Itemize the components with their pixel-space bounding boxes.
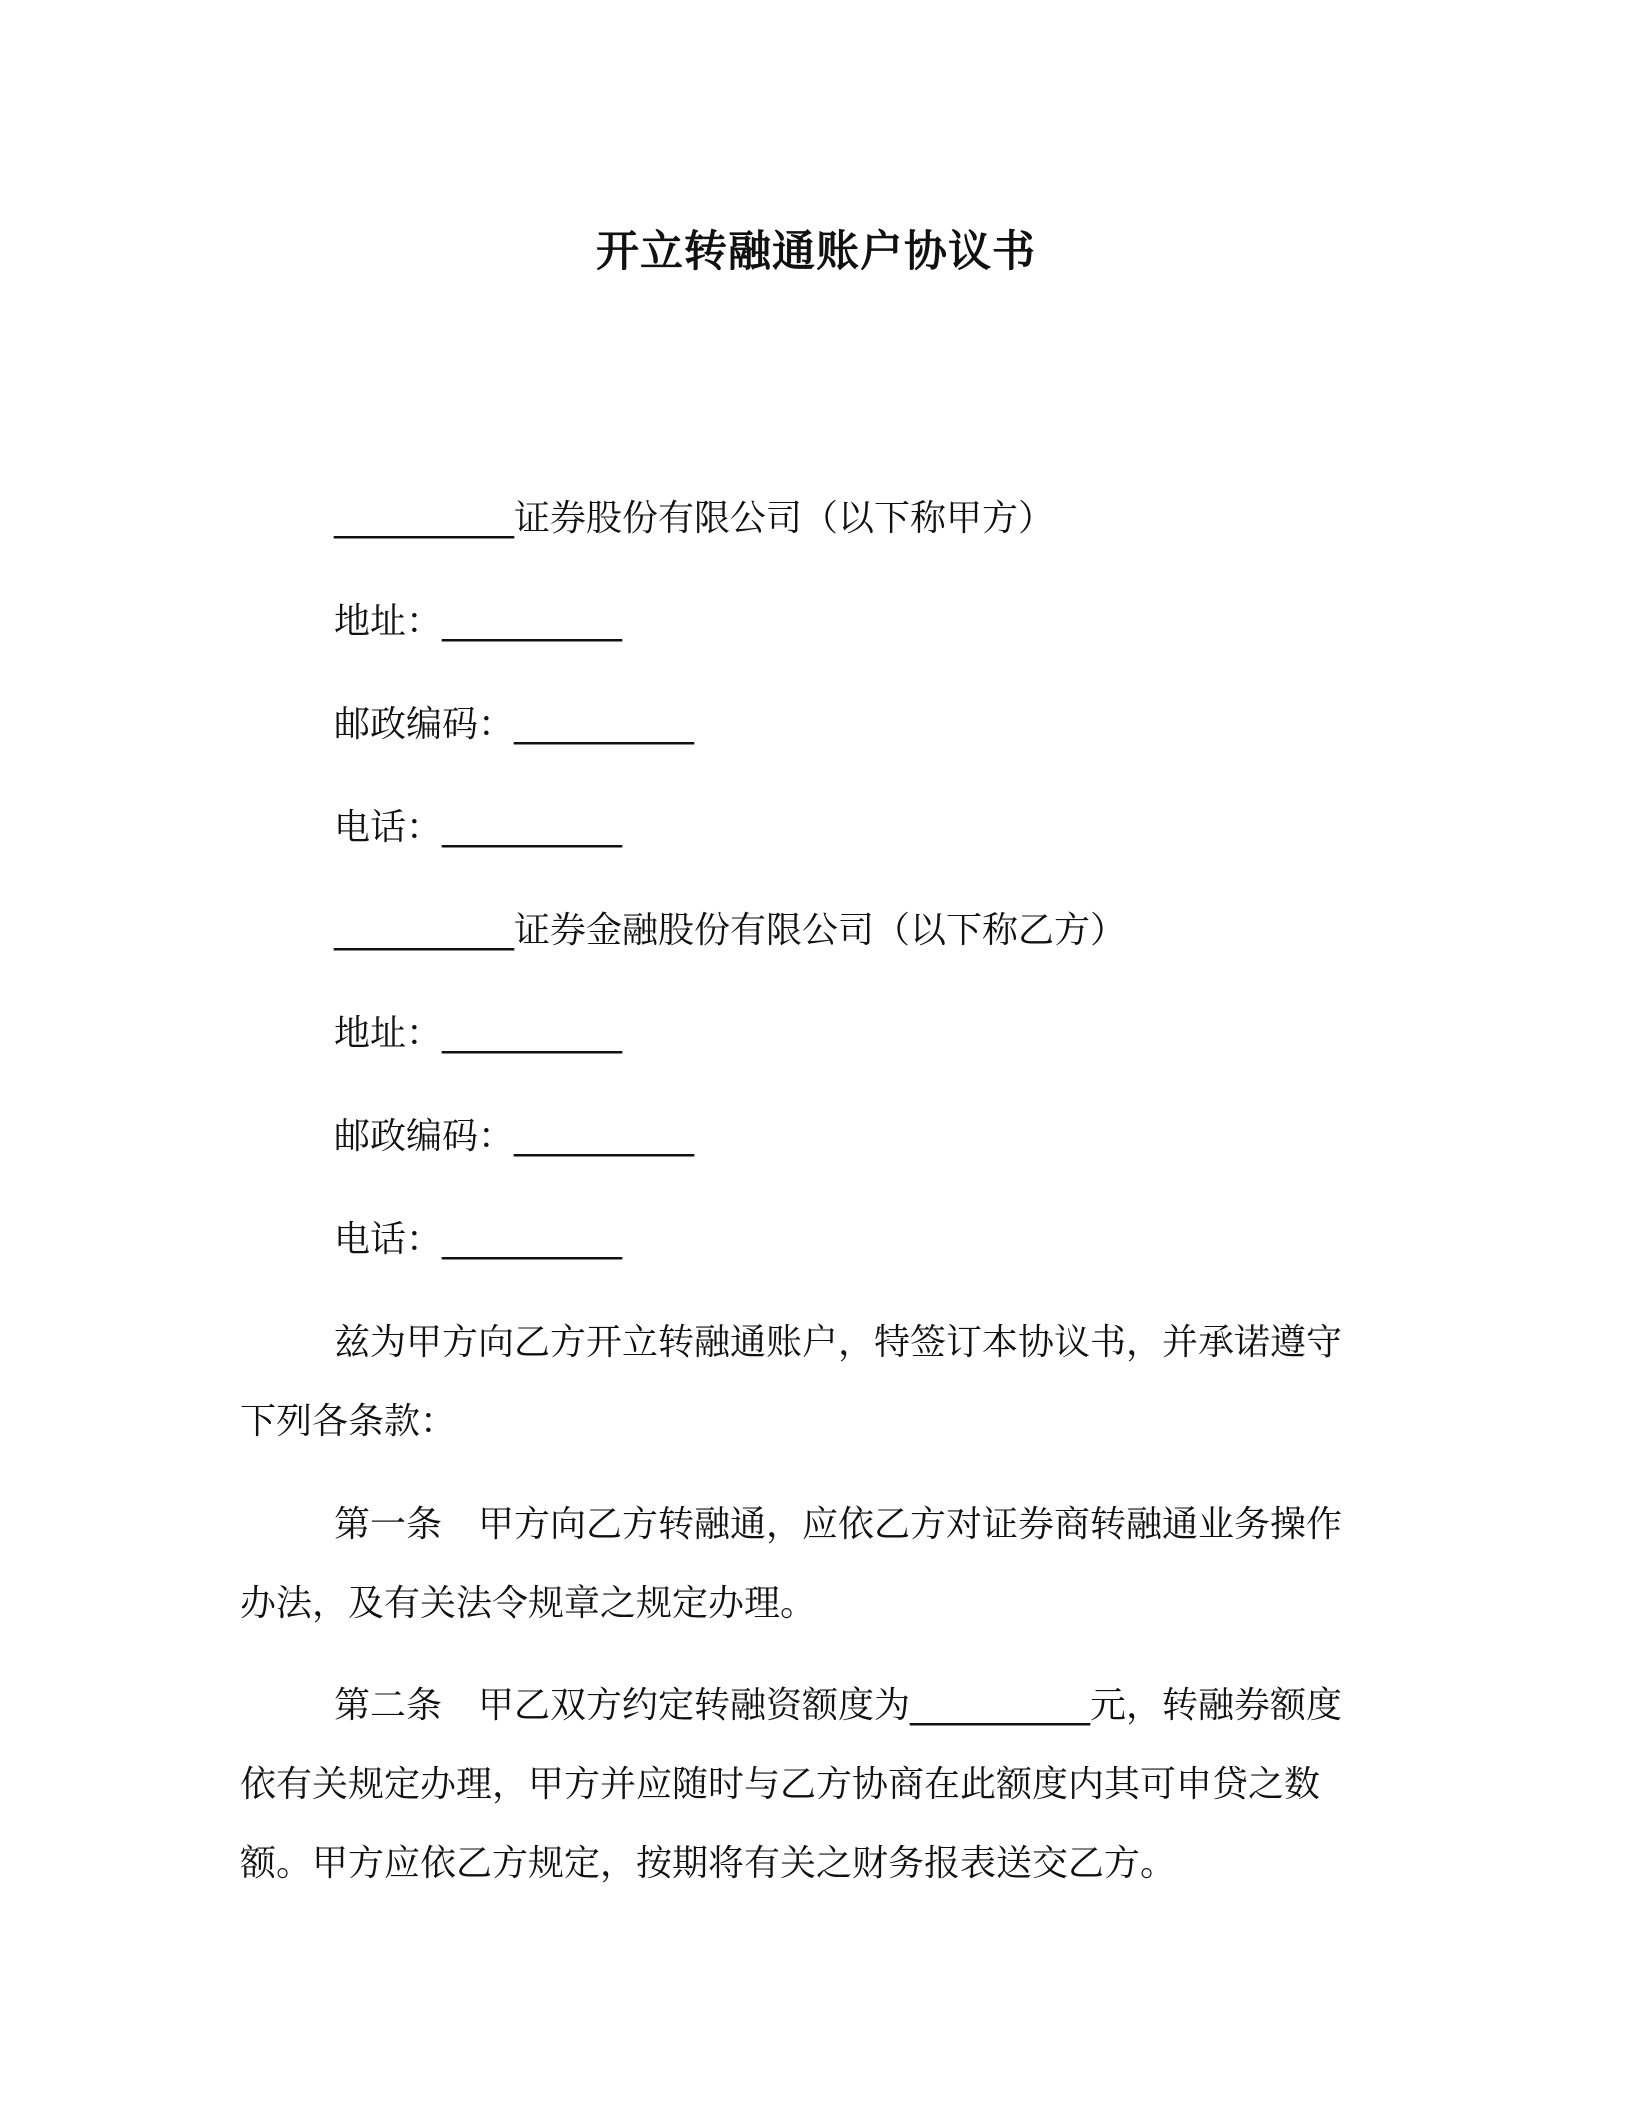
party-a-name-line: __________证券股份有限公司（以下称甲方）: [334, 498, 1055, 539]
document-title: 开立转融通账户协议书: [596, 227, 1036, 277]
party-b-phone: 电话：__________: [334, 1219, 623, 1260]
article-2-line-3: 额。甲方应依乙方规定，按期将有关之财务报表送交乙方。: [240, 1843, 1177, 1884]
party-b-name-line: __________证券金融股份有限公司（以下称乙方）: [334, 910, 1127, 951]
party-a-address: 地址：__________: [334, 601, 623, 642]
article-1-line-2: 办法，及有关法令规章之规定办理。: [240, 1583, 817, 1624]
preamble-line-2: 下列各条款：: [240, 1401, 457, 1442]
article-2-line-2: 依有关规定办理，甲方并应随时与乙方协商在此额度内其可申贷之数: [240, 1764, 1321, 1805]
article-2-line-1: 第二条 甲乙双方约定转融资额度为__________元，转融券额度: [334, 1685, 1343, 1726]
party-a-phone: 电话：__________: [334, 807, 623, 848]
party-a-postal-code: 邮政编码：__________: [334, 704, 695, 745]
article-1-line-1: 第一条 甲方向乙方转融通，应依乙方对证券商转融通业务操作: [334, 1504, 1343, 1545]
party-b-address: 地址：__________: [334, 1013, 623, 1054]
party-b-postal-code: 邮政编码：__________: [334, 1116, 695, 1157]
preamble-line-1: 兹为甲方向乙方开立转融通账户，特签订本协议书，并承诺遵守: [334, 1322, 1343, 1363]
